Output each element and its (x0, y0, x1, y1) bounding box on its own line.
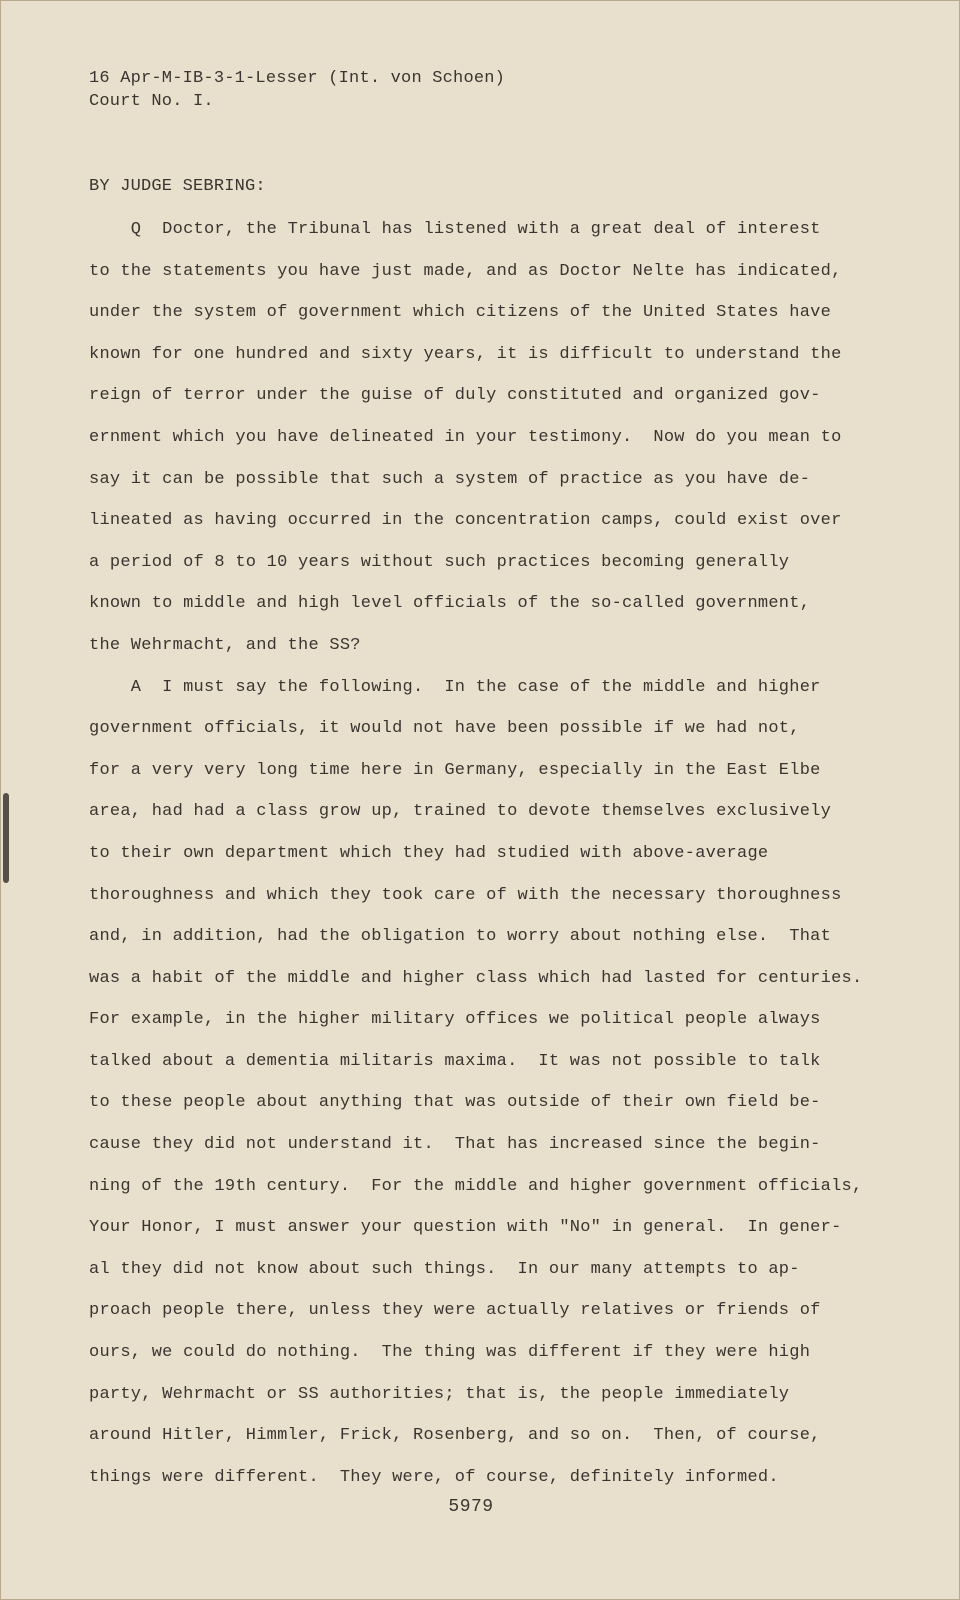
transcript-line: say it can be possible that such a system of practice as you have de- (89, 469, 811, 489)
header-reference: 16 Apr-M-IB-3-1-Lesser (Int. von Schoen) (89, 69, 506, 88)
speaker-heading: BY JUDGE SEBRING: (89, 177, 266, 196)
transcript-line: proach people there, unless they were actually relatives or friends of (89, 1301, 821, 1321)
transcript-line: around Hitler, Himmler, Frick, Rosenberg, and so on. Then, of course, (89, 1426, 821, 1446)
transcript-line: ours, we could do nothing. The thing was different if they were high (89, 1343, 811, 1363)
transcript-line: to the statements you have just made, and as Doctor Nelte has indicated, (89, 261, 842, 281)
transcript-line: ning of the 19th century. For the middle and higher government officials, (89, 1176, 863, 1196)
transcript-line: cause they did not understand it. That has increased since the begin- (89, 1135, 821, 1155)
binding-mark (3, 793, 9, 883)
transcript-line: to these people about anything that was outside of their own field be- (89, 1093, 821, 1113)
transcript-line: was a habit of the middle and higher class which had lasted for centuries. (89, 968, 863, 988)
transcript-line: known for one hundred and sixty years, it is difficult to understand the (89, 344, 842, 364)
transcript-line: area, had had a class grow up, trained to devote themselves exclusively (89, 802, 832, 822)
transcript-line: a period of 8 to 10 years without such practices becoming generally (89, 552, 790, 572)
transcript-line: for a very very long time here in Germany, especially in the East Elbe (89, 760, 821, 780)
transcript-line: A I must say the following. In the case of the middle and higher (89, 677, 821, 697)
transcript-line: Your Honor, I must answer your question with "No" in general. In gener- (89, 1218, 842, 1238)
transcript-line: under the system of government which citizens of the United States have (89, 303, 832, 323)
transcript-line: reign of terror under the guise of duly constituted and organized gov- (89, 386, 821, 406)
transcript-body (89, 209, 869, 1498)
transcript-line: talked about a dementia militaris maxima. It was not possible to talk (89, 1051, 821, 1071)
transcript-line: and, in addition, had the obligation to worry about nothing else. That (89, 927, 832, 947)
transcript-line: thoroughness and which they took care of with the necessary thoroughness (89, 885, 842, 905)
transcript-line: al they did not know about such things. In our many attempts to ap- (89, 1259, 800, 1279)
transcript-line: party, Wehrmacht or SS authorities; that is, the people immediately (89, 1384, 790, 1404)
transcript-line: the Wehrmacht, and the SS? (89, 635, 361, 655)
transcript-line: things were different. They were, of course, definitely informed. (89, 1467, 779, 1487)
document-header (89, 67, 505, 113)
page-number: 5979 (448, 1497, 494, 1517)
transcript-line: to their own department which they had studied with above-average (89, 843, 769, 863)
transcript-line: Q Doctor, the Tribunal has listened with a great deal of interest (89, 220, 821, 239)
header-court: Court No. I. (89, 92, 214, 111)
transcript-line: ernment which you have delineated in your testimony. Now do you mean to (89, 427, 842, 447)
transcript-line: For example, in the higher military offices we political people always (89, 1010, 821, 1030)
transcript-line: known to middle and high level officials of the so-called government, (89, 594, 811, 614)
transcript-line: government officials, it would not have been possible if we had not, (89, 719, 800, 739)
transcript-line: lineated as having occurred in the concentration camps, could exist over (89, 511, 842, 531)
